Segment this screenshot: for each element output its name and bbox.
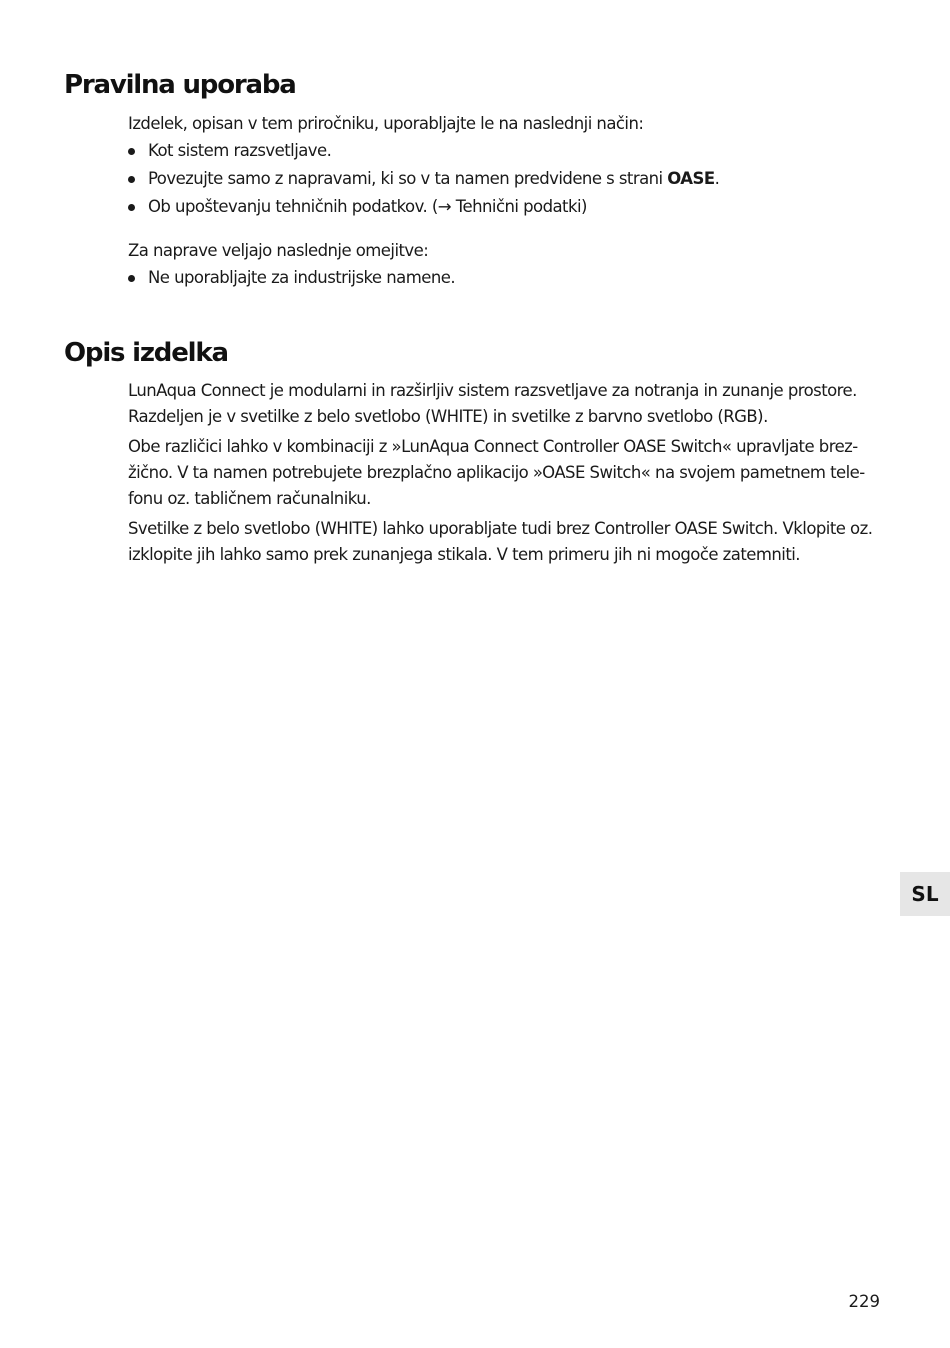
proper-use-block	[128, 111, 888, 221]
description-paragraph: LunAqua Connect je modularni in razširljiv sistem razsvetljave za notranja in zunanje prostore. Razdeljen je v svetilke z belo svetlobo (WHITE) in svetilke z barvno svetlobo (RGB).	[128, 381, 857, 426]
product-description-block	[128, 378, 888, 572]
limitations-list	[128, 264, 888, 292]
description-paragraph: Obe različici lahko v kombinaciji z »LunAqua Connect Controller OASE Switch« upravljate brez-žično. V ta namen potrebujete brezplačno aplikacijo »OASE Switch« na svojem pametnem tele-fonu oz. tabličnem računalniku.	[128, 437, 865, 508]
bullet-icon	[128, 148, 135, 155]
list-item	[128, 264, 888, 292]
list-item	[128, 193, 888, 221]
list-item-text: Kot sistem razsvetljave.	[148, 141, 332, 160]
list-item	[128, 165, 888, 193]
list-item-text: Ob upoštevanju tehničnih podatkov. (→ Tehnični podatki)	[148, 197, 587, 216]
proper-use-intro: Izdelek, opisan v tem priročniku, uporabljajte le na naslednji način:	[128, 114, 644, 133]
limitations-intro: Za naprave veljajo naslednje omejitve:	[128, 241, 429, 260]
bullet-icon	[128, 204, 135, 211]
proper-use-list	[128, 137, 888, 221]
section-title-proper-use: Pravilna uporaba	[64, 70, 296, 100]
list-item-text: Ne uporabljajte za industrijske namene.	[148, 268, 456, 287]
page-number: 229	[848, 1292, 880, 1311]
limitations-block	[128, 238, 888, 292]
bullet-icon	[128, 176, 135, 183]
bullet-icon	[128, 275, 135, 282]
brand-name: OASE	[667, 169, 715, 188]
description-paragraph: Svetilke z belo svetlobo (WHITE) lahko uporabljate tudi brez Controller OASE Switch. Vklopite oz. izklopite jih lahko samo prek zunanjega stikala. V tem primeru jih ni mogoče zatemniti.	[128, 519, 873, 564]
language-tab: SL	[900, 872, 950, 916]
list-item-text: Povezujte samo z napravami, ki so v ta namen predvidene s strani	[148, 169, 668, 188]
section-title-product-description: Opis izdelka	[64, 338, 228, 368]
list-item-text-end: .	[714, 169, 720, 188]
list-item	[128, 137, 888, 165]
